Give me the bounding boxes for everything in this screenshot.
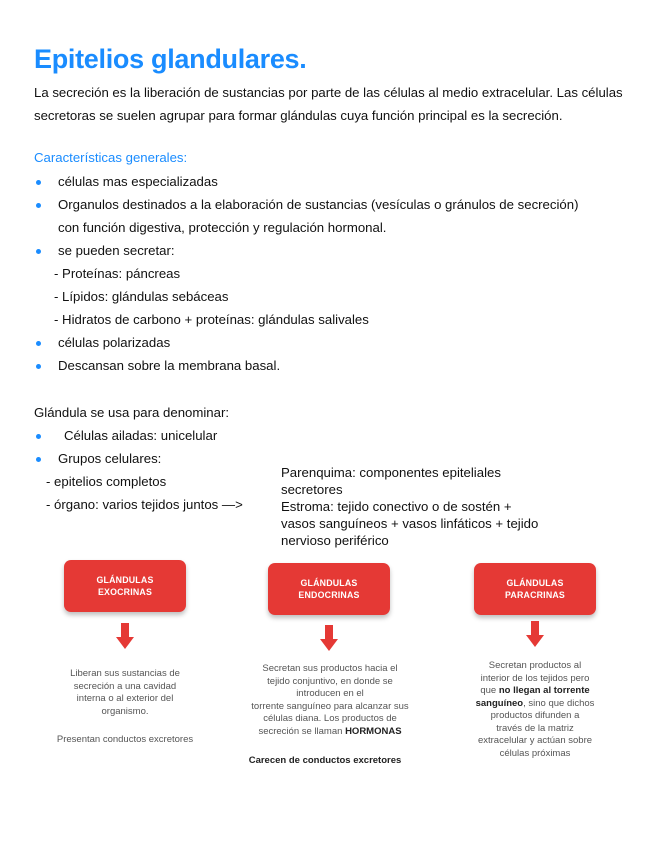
gland-heading: Glándula se usa para denominar: [34, 405, 230, 420]
list-item: Grupos celulares: [34, 448, 634, 471]
endocrine-gland-box: GLÁNDULAS ENDOCRINAS [268, 563, 390, 615]
paracrine-description: Secretan productos al interior de los tejidos pero que no llegan al torrente sanguíneo, sino que dichos productos difunden a través de la matriz extracelular y actúan sobre células próximas [475, 660, 595, 759]
endocrine-note: Carecen de conductos excretores [248, 755, 402, 766]
exocrine-description: Liberan sus sustancias de secreción a una cavidad interna o al exterior del organismo. [70, 668, 180, 717]
sub-list-item: - epitelios completos [46, 474, 167, 489]
list-item: Células ailadas: unicelular [34, 425, 634, 448]
list-item: células mas especializadas [34, 171, 634, 194]
down-arrow-icon [320, 625, 338, 651]
down-arrow-icon [526, 621, 544, 647]
organ-note: Parenquima: componentes epiteliales secretores Estroma: tejido conectivo o de sostén + vasos sanguíneos + vasos linfáticos + tejido nervioso periférico [281, 465, 539, 548]
exocrine-note: Presentan conductos excretores [56, 734, 194, 745]
characteristics-heading: Características generales: [34, 150, 188, 165]
endocrine-description: Secretan sus productos hacia el tejido conjuntivo, en donde se introducen en el torrente sanguíneo para alcanzar sus células diana. Los productos de secreción se llaman HORMONAS [251, 663, 409, 737]
list-item: Descansan sobre la membrana basal. [34, 355, 634, 378]
sub-list-item: - Proteínas: páncreas [54, 266, 181, 281]
list-item: se pueden secretar: [34, 240, 634, 263]
sub-list-item: - Hidratos de carbono + proteínas: glándulas salivales [54, 312, 369, 327]
hormonas-term: HORMONAS [345, 725, 402, 737]
down-arrow-icon [116, 623, 134, 649]
intro-paragraph: La secreción es la liberación de sustancias por parte de las células al medio extracelular. Las células secretoras se suelen agrupar para formar glándulas cuya función principal es la secreción. [34, 85, 623, 123]
list-item-continuation: con función digestiva, protección y regulación hormonal. [58, 220, 387, 235]
sub-list-item: - Lípidos: glándulas sebáceas [54, 289, 229, 304]
exocrine-gland-box: GLÁNDULAS EXOCRINAS [64, 560, 186, 612]
page-title: Epitelios glandulares. [34, 44, 307, 74]
list-item: células polarizadas [34, 332, 634, 355]
list-item: Organulos destinados a la elaboración de sustancias (vesículas o gránulos de secreción) [34, 194, 634, 217]
sub-list-item: - órgano: varios tejidos juntos —> [46, 497, 243, 512]
paracrine-gland-box: GLÁNDULAS PARACRINAS [474, 563, 596, 615]
